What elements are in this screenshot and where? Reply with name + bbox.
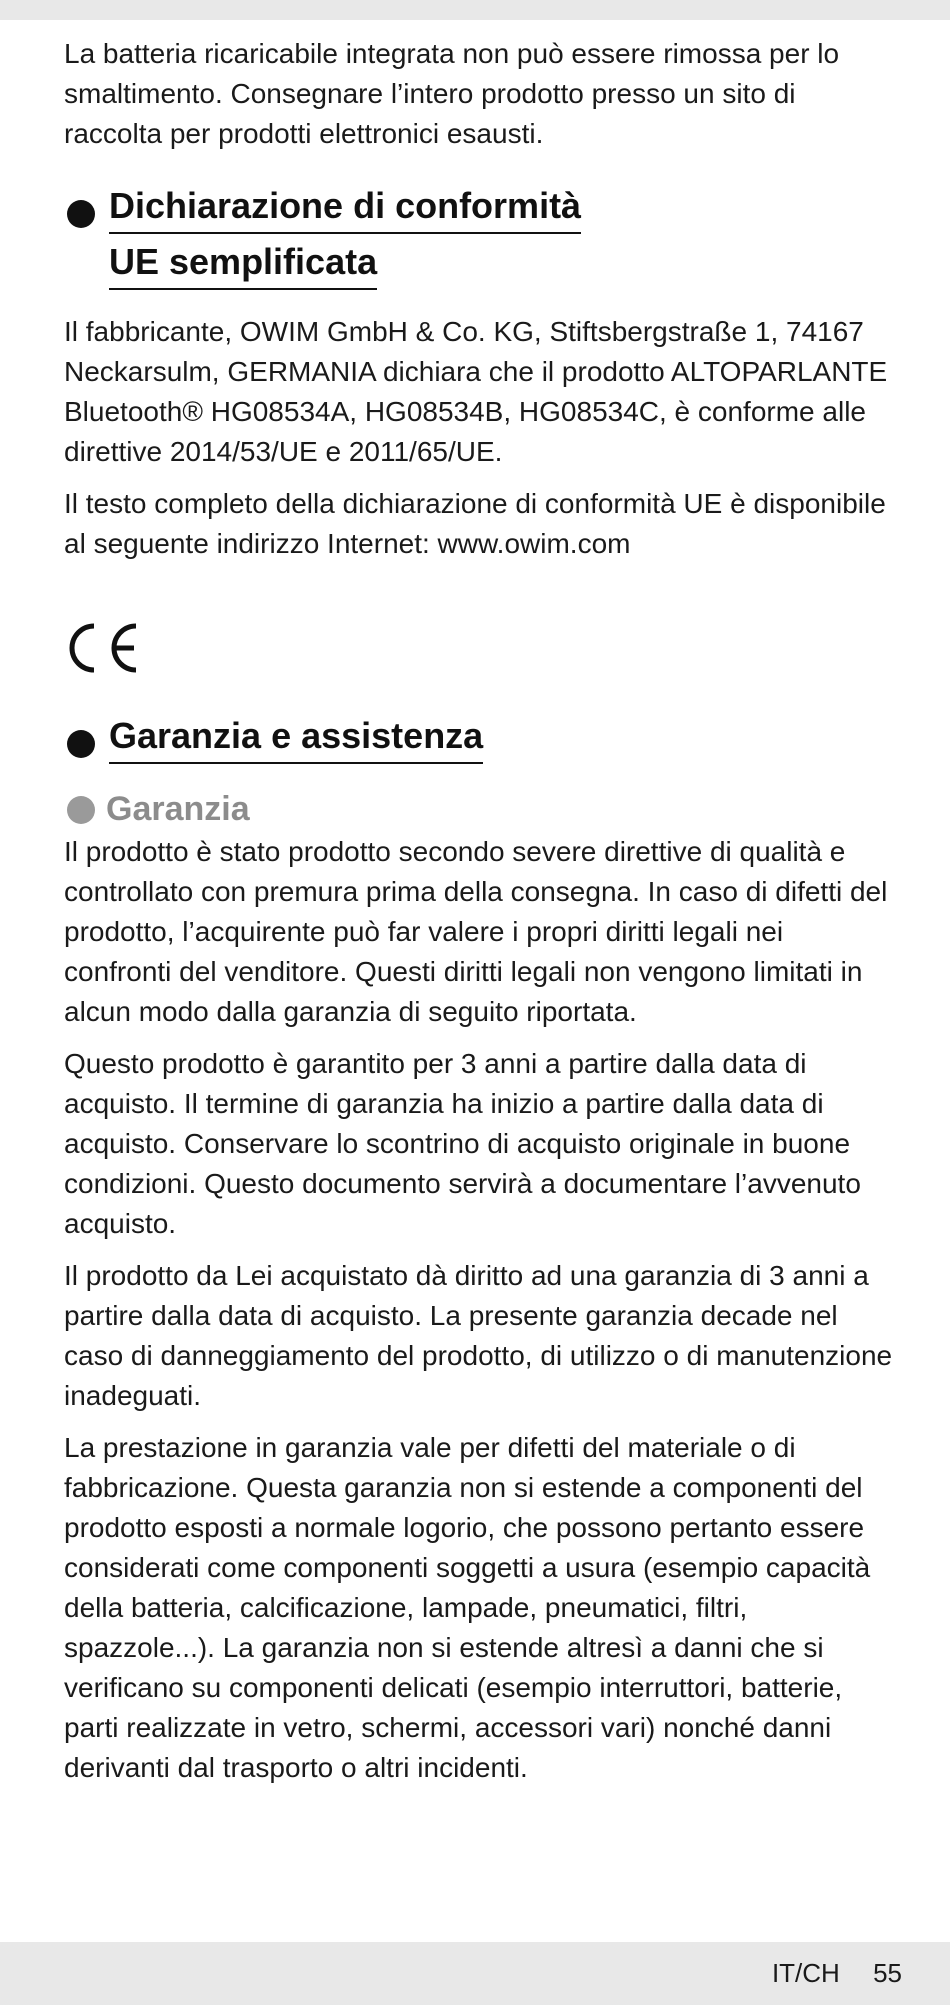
- conformity-paragraph-2: Il testo completo della dichiarazione di conformità UE è disponibile al seguente indirizzo Internet: www.owim.com: [64, 488, 886, 559]
- subheading-warranty: [64, 788, 894, 830]
- bullet-icon: [67, 796, 95, 824]
- page-top-strip: [0, 0, 950, 20]
- heading-line-1: Dichiarazione di conformità: [109, 184, 581, 234]
- page-footer: [0, 1942, 950, 2005]
- section-heading-conformity: [64, 184, 894, 290]
- bullet-icon: [67, 730, 95, 758]
- warranty-paragraph-1: Il prodotto è stato prodotto secondo severe direttive di qualità e controllato con premura prima della consegna. In caso di difetti del prodotto, l’acquirente può far valere i propri diritti legali nei confronti del venditore. Questi diritti legali non vengono limitati in alcun modo dalla garanzia di seguito riportata.: [64, 836, 888, 1027]
- conformity-paragraph-1: Il fabbricante, OWIM GmbH & Co. KG, Stiftsbergstraße 1, 74167 Neckarsulm, GERMANIA dichiara che il prodotto ALTOPARLANTE Bluetooth® HG08534A, HG08534B, HG08534C, è conforme alle direttive 2014/53/UE e 2011/65/UE.: [64, 316, 888, 467]
- warranty-paragraph-3: Il prodotto da Lei acquistato dà diritto ad una garanzia di 3 anni a partire dalla data di acquisto. La presente garanzia decade nel caso di danneggiamento del prodotto, di utilizzo o di manutenzione inadeguati.: [64, 1260, 893, 1411]
- heading-line: Garanzia e assistenza: [109, 714, 483, 764]
- bullet-icon: [67, 200, 95, 228]
- footer-language: IT/CH: [771, 1958, 840, 1988]
- intro-paragraph: La batteria ricaricabile integrata non può essere rimossa per lo smaltimento. Consegnare l’intero prodotto presso un sito di raccolta per prodotti elettronici esausti.: [64, 38, 840, 149]
- subheading-text: Garanzia: [106, 790, 250, 828]
- footer-page-number: 55: [873, 1958, 902, 1988]
- warranty-paragraph-2: Questo prodotto è garantito per 3 anni a partire dalla data di acquisto. Il termine di garanzia ha inizio a partire dalla data di acquisto. Conservare lo scontrino di acquisto originale in buone condizioni. Questo documento servirà a documentare l’avvenuto acquisto.: [64, 1048, 861, 1239]
- heading-line-2: UE semplificata: [109, 240, 377, 290]
- warranty-paragraph-4: La prestazione in garanzia vale per difetti del materiale o di fabbricazione. Questa garanzia non si estende a componenti del prodotto esposti a normale logorio, che possono pertanto essere considerati come componenti soggetti a usura (esempio capacità della batteria, calcificazione, lampade, pneumatici, filtri, spazzole...). La garanzia non si estende altresì a danni che si verificano su componenti delicati (esempio interruttori, batterie, parti realizzate in vetro, schermi, accessori vari) nonché danni derivanti dal trasporto o altri incidenti.: [64, 1432, 871, 1783]
- document-body: [64, 34, 894, 1788]
- section-heading-warranty: [64, 714, 894, 764]
- ce-mark-icon: [64, 620, 140, 676]
